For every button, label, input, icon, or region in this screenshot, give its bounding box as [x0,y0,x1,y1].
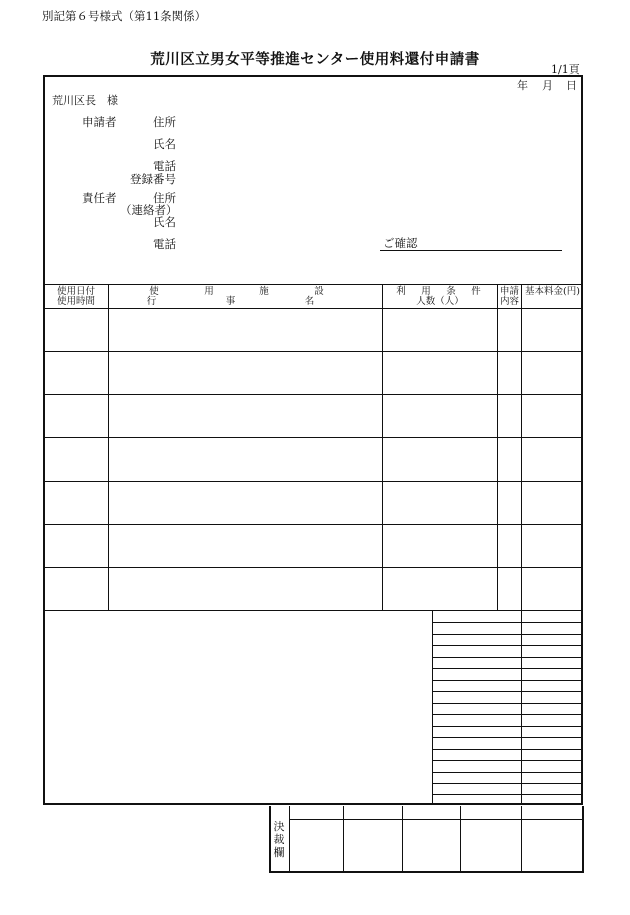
table-row-line [43,437,583,438]
responsible-address-label: 住所 [153,191,176,205]
header-fee: 基本料金(円) [525,286,580,297]
summary-line [432,622,583,623]
approval-col-line [289,806,290,872]
confirm-label: ご確認 [383,236,418,250]
summary-line [432,726,583,727]
form-frame [43,75,583,805]
responsible-label: 責任者 [82,191,117,205]
table-top-line [43,284,583,285]
table-col-line-2 [382,284,383,611]
table-row-line [43,610,583,611]
applicant-reg-label: 登録番号 [130,172,176,186]
summary-line [432,703,583,704]
header-conditions: 利 用 条 件 [396,286,484,297]
table-header-line [43,308,583,309]
date-month: 月 [542,79,553,92]
applicant-label: 申請者 [82,115,117,129]
header-application: 申請 [499,286,519,297]
header-time: 使用時間 [56,296,95,307]
summary-line [432,657,583,658]
approval-box [269,806,584,873]
document-title: 荒川区立男女平等推進センター使用料還付申請書 [150,52,480,68]
table-row-line [43,394,583,395]
confirm-underline [380,250,562,251]
header-facility: 使 用 施 設 [149,286,342,297]
applicant-address-label: 住所 [153,115,176,129]
table-row-line [43,481,583,482]
summary-line [432,691,583,692]
approval-col-line [460,806,461,872]
summary-line [432,680,583,681]
applicant-name-label: 氏名 [153,137,176,151]
summary-line [432,634,583,635]
header-content: 内容 [499,296,519,307]
table-row-line [43,524,583,525]
header-event: 行 事 名 [146,296,345,307]
approval-label: 決裁欄 [273,820,285,859]
summary-line [432,794,583,795]
table-row-line [43,351,583,352]
header-people: 人数（人） [416,296,464,307]
summary-line [432,645,583,646]
responsible-phone-label: 電話 [153,237,176,251]
responsible-sub-label: （連絡者） [120,203,178,217]
table-row-line [43,567,583,568]
summary-line [432,772,583,773]
responsible-name-label: 氏名 [153,215,176,229]
approval-row-line [289,819,583,820]
header-date: 使用日付 [56,286,95,297]
addressee: 荒川区長 様 [52,94,118,107]
summary-line [432,668,583,669]
summary-line [432,737,583,738]
summary-col-line [432,611,433,805]
summary-line [432,760,583,761]
page-number: 1/1頁 [551,63,580,76]
table-col-line-3 [497,284,498,611]
approval-col-line [521,806,522,872]
approval-col-line [343,806,344,872]
form-reference: 別記第６号様式（第11条関係） [42,9,207,23]
approval-col-line [402,806,403,872]
summary-line [432,714,583,715]
table-col-line-1 [108,284,109,611]
summary-line [432,783,583,784]
date-day: 日 [566,79,577,92]
summary-line [432,749,583,750]
applicant-phone-label: 電話 [153,159,176,173]
date-year: 年 [517,79,528,92]
